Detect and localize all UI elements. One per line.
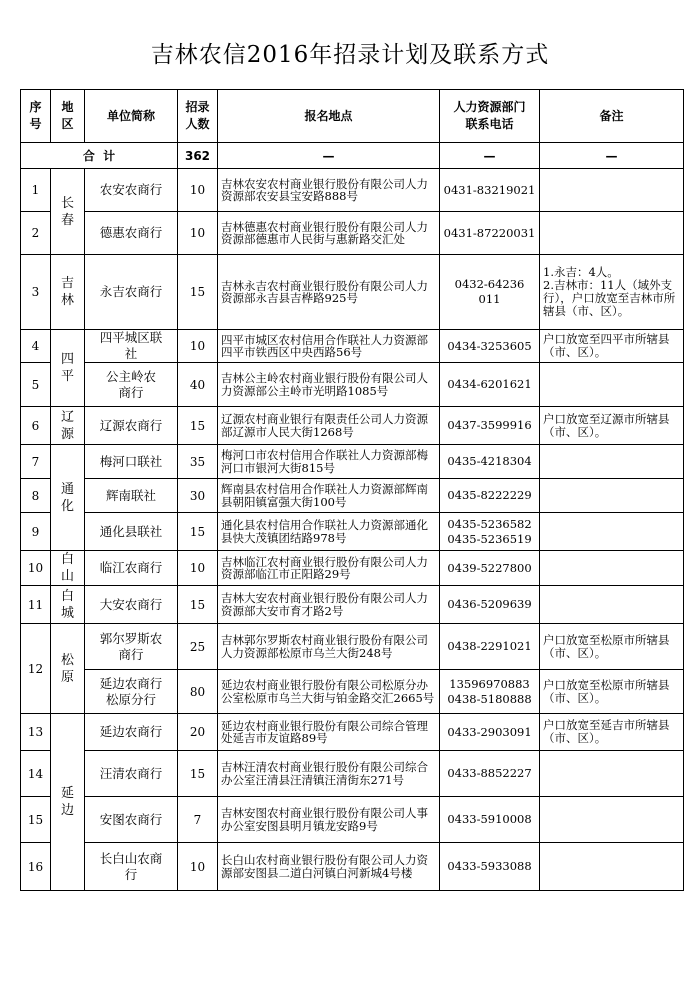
row-phone: 0439-5227800 [440, 551, 540, 586]
table-row [21, 843, 684, 891]
region-cell [51, 714, 85, 891]
row-count: 10 [178, 551, 218, 586]
header-address: 报名地点 [218, 90, 440, 143]
row-address: 吉林德惠农村商业银行股份有限公司人力资源部德惠市人民街与惠新路交汇处 [218, 212, 440, 255]
row-count: 15 [178, 586, 218, 624]
recruitment-table [20, 89, 684, 891]
row-no: 1 [21, 169, 51, 212]
row-no: 14 [21, 751, 51, 797]
table-row [21, 212, 684, 255]
header-phone: 人力资源部门联系电话 [440, 90, 540, 143]
row-unit: 公主岭农商行 [85, 363, 178, 407]
row-address: 吉林郭尔罗斯农村商业银行股份有限公司人力资源部松原市乌兰大街248号 [218, 624, 440, 670]
region-label: 四平 [60, 352, 74, 384]
row-phone: 0438-2291021 [440, 624, 540, 670]
row-phone: 0433-5933088 [440, 843, 540, 891]
row-unit: 临江农商行 [85, 551, 178, 586]
row-address: 吉林大安农村商业银行股份有限公司人力资源部大安市育才路2号 [218, 586, 440, 624]
row-no: 13 [21, 714, 51, 751]
table-row [21, 255, 684, 330]
row-count: 20 [178, 714, 218, 751]
row-unit: 大安农商行 [85, 586, 178, 624]
header-no: 序号 [21, 90, 51, 143]
row-no: 7 [21, 445, 51, 479]
region-label: 长春 [60, 195, 74, 228]
total-phone: — [440, 143, 540, 169]
region-cell [51, 445, 85, 551]
row-phone: 0435-4218304 [440, 445, 540, 479]
row-address: 梅河口市农村信用合作联社人力资源部梅河口市银河大街815号 [218, 445, 440, 479]
row-unit: 梅河口联社 [85, 445, 178, 479]
table-row [21, 797, 684, 843]
total-label: 合 计 [21, 143, 178, 169]
table-row [21, 586, 684, 624]
header-count: 招录人数 [178, 90, 218, 143]
table-row [21, 551, 684, 586]
row-phone: 0437-3599916 [440, 407, 540, 445]
row-count: 15 [178, 513, 218, 551]
region-label: 通化 [60, 481, 74, 514]
row-phone: 0433-2903091 [440, 714, 540, 751]
row-address: 四平市城区农村信用合作联社人力资源部四平市铁西区中央西路56号 [218, 330, 440, 363]
region-label: 吉林 [60, 276, 74, 308]
row-count: 25 [178, 624, 218, 670]
row-note [540, 363, 684, 407]
row-unit: 通化县联社 [85, 513, 178, 551]
row-address: 通化县农村信用合作联社人力资源部通化县快大茂镇团结路978号 [218, 513, 440, 551]
row-note [540, 586, 684, 624]
row-phone: 0436-5209639 [440, 586, 540, 624]
row-count: 10 [178, 330, 218, 363]
table-row [21, 407, 684, 445]
row-no: 6 [21, 407, 51, 445]
total-address: — [218, 143, 440, 169]
row-no: 4 [21, 330, 51, 363]
header-note: 备注 [540, 90, 684, 143]
row-note [540, 797, 684, 843]
row-address: 吉林公主岭农村商业银行股份有限公司人力资源部公主岭市光明路1085号 [218, 363, 440, 407]
row-note [540, 751, 684, 797]
row-count: 10 [178, 843, 218, 891]
row-address: 辽源农村商业银行有限责任公司人力资源部辽源市人民大街1268号 [218, 407, 440, 445]
row-count: 10 [178, 169, 218, 212]
row-no: 2 [21, 212, 51, 255]
region-cell [51, 169, 85, 255]
total-count: 362 [178, 143, 218, 169]
row-no: 5 [21, 363, 51, 407]
row-count: 15 [178, 751, 218, 797]
row-count: 7 [178, 797, 218, 843]
table-row [21, 330, 684, 363]
row-no: 15 [21, 797, 51, 843]
table-row [21, 714, 684, 751]
row-address: 延边农村商业银行股份有限公司综合管理处延吉市友谊路89号 [218, 714, 440, 751]
row-unit: 延边农商行 [85, 714, 178, 751]
table-row [21, 513, 684, 551]
region-cell [51, 407, 85, 445]
header-unit: 单位简称 [85, 90, 178, 143]
row-address: 长白山农村商业银行股份有限公司人力资源部安图县二道白河镇白河新城4号楼 [218, 843, 440, 891]
row-note [540, 843, 684, 891]
row-address: 辉南县农村信用合作联社人力资源部辉南县朝阳镇富强大街100号 [218, 479, 440, 513]
region-cell [51, 551, 85, 586]
table-row [21, 169, 684, 212]
row-unit: 德惠农商行 [85, 212, 178, 255]
row-address: 延边农村商业银行股份有限公司松原分办公室松原市乌兰大街与铂金路交汇2665号 [218, 670, 440, 714]
row-unit: 汪清农商行 [85, 751, 178, 797]
row-phone: 0433-8852227 [440, 751, 540, 797]
row-unit: 辉南联社 [85, 479, 178, 513]
row-unit: 永吉农商行 [85, 255, 178, 330]
row-unit: 长白山农商行 [85, 843, 178, 891]
row-address: 吉林临江农村商业银行股份有限公司人力资源部临江市正阳路29号 [218, 551, 440, 586]
row-note [540, 169, 684, 212]
region-label: 延边 [60, 786, 74, 818]
row-note: 户口放宽至辽源市所辖县（市、区）。 [540, 407, 684, 445]
row-phone: 0432-64236011 [440, 255, 540, 330]
row-no: 9 [21, 513, 51, 551]
row-no: 8 [21, 479, 51, 513]
row-unit: 四平城区联社 [85, 330, 178, 363]
table-row [21, 624, 684, 670]
header-region: 地区 [51, 90, 85, 143]
row-address: 吉林安图农村商业银行股份有限公司人事办公室安图县明月镇龙安路9号 [218, 797, 440, 843]
row-count: 15 [178, 407, 218, 445]
row-no: 11 [21, 586, 51, 624]
table-row [21, 670, 684, 714]
row-note [540, 513, 684, 551]
row-count: 40 [178, 363, 218, 407]
row-phone: 13596970883 0438-5180888 [440, 670, 540, 714]
row-note: 户口放宽至松原市所辖县（市、区）。 [540, 670, 684, 714]
row-address: 吉林永吉农村商业银行股份有限公司人力资源部永吉县吉桦路925号 [218, 255, 440, 330]
region-cell [51, 255, 85, 330]
row-unit: 郭尔罗斯农商行 [85, 624, 178, 670]
row-count: 10 [178, 212, 218, 255]
row-phone: 0431-87220031 [440, 212, 540, 255]
row-note: 户口放宽至松原市所辖县（市、区）。 [540, 624, 684, 670]
region-cell [51, 330, 85, 407]
row-count: 80 [178, 670, 218, 714]
row-note [540, 445, 684, 479]
region-label: 白城 [60, 588, 74, 621]
row-note: 户口放宽至延吉市所辖县（市、区）。 [540, 714, 684, 751]
row-phone: 0435-5236582 0435-5236519 [440, 513, 540, 551]
row-count: 30 [178, 479, 218, 513]
row-phone: 0435-8222229 [440, 479, 540, 513]
region-cell [51, 624, 85, 714]
row-no: 3 [21, 255, 51, 330]
row-no: 16 [21, 843, 51, 891]
row-unit: 辽源农商行 [85, 407, 178, 445]
total-row [21, 143, 684, 169]
row-no: 12 [21, 624, 51, 714]
table-row [21, 445, 684, 479]
table-row [21, 479, 684, 513]
row-note: 1.永吉：4人。 2.吉林市：11人（域外支行），户口放宽至吉林市所辖县（市、区）。 [540, 255, 684, 330]
region-label: 白山 [60, 552, 74, 584]
row-phone: 0433-5910008 [440, 797, 540, 843]
row-count: 15 [178, 255, 218, 330]
header-row [21, 90, 684, 143]
row-count: 35 [178, 445, 218, 479]
row-phone: 0431-83219021 [440, 169, 540, 212]
row-note [540, 479, 684, 513]
region-label: 辽源 [60, 409, 74, 442]
row-unit: 农安农商行 [85, 169, 178, 212]
row-note [540, 212, 684, 255]
row-phone: 0434-3253605 [440, 330, 540, 363]
row-address: 吉林农安农村商业银行股份有限公司人力资源部农安县宝安路888号 [218, 169, 440, 212]
document-title: 吉林农信2016年招录计划及联系方式 [150, 42, 550, 68]
table-row [21, 363, 684, 407]
region-cell [51, 586, 85, 624]
row-unit: 延边农商行松原分行 [85, 670, 178, 714]
row-no: 10 [21, 551, 51, 586]
row-address: 吉林汪清农村商业银行股份有限公司综合办公室汪清县汪清镇汪清街东271号 [218, 751, 440, 797]
row-unit: 安图农商行 [85, 797, 178, 843]
table-row [21, 751, 684, 797]
total-note: — [540, 143, 684, 169]
row-note [540, 551, 684, 586]
row-note: 户口放宽至四平市所辖县（市、区）。 [540, 330, 684, 363]
region-label: 松原 [60, 652, 74, 685]
row-phone: 0434-6201621 [440, 363, 540, 407]
